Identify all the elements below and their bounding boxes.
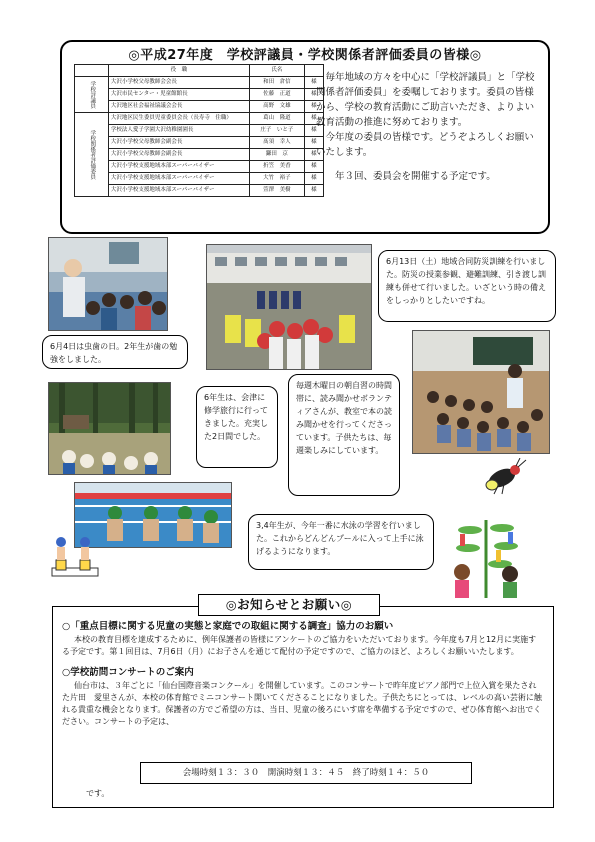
committee-name: 葛山 隆道 [249, 113, 304, 125]
committee-honorific: 様 [304, 113, 323, 125]
committee-role: 大沢市民センター・児童館館長 [108, 89, 249, 101]
committee-name: 佐藤 正道 [249, 89, 304, 101]
committee-intro [316, 70, 538, 184]
committee-role: 大沢小学校父母教師会副会長 [108, 137, 249, 149]
firefly-illustration [480, 458, 528, 500]
committee-row [75, 137, 324, 149]
committee-title: ◎平成27年度 学校評議員・学校関係者評価委員の皆様◎ [128, 48, 482, 63]
committee-role: 大沢小学校支援地域本部スーパーバイザー [108, 173, 249, 185]
committee-honorific: 様 [304, 149, 323, 161]
group-label-evaluators: 学校関係者評価委員 [75, 113, 109, 197]
caption-school-trip: 6年生は、会津に修学旅行に行ってきました。充実した2日間でした。 [196, 386, 278, 468]
committee-role: 大沢小学校支援地域本部スーパーバイザー [108, 161, 249, 173]
committee-role: 大沢地区民生委員児童委員会長（長寿寺 住職） [108, 113, 249, 125]
notice-item2-body: 仙台市は、３年ごとに「仙台国際音楽コンクール」を開催しています。このコンサートで昨年度ピアノ部門で上位入賞を果たされた片田 愛里さんが、本校の体育館でミニコンサート開いてくださることになりました。子供たちにとっては、レベルの高い芸術に触れる貴重な機会となります。保護者の方でご希望の方は、当日、児童の後ろにいす席を準備する予定ですので、ぜひ体育館へお出でください。コンサートの予定は、 [62, 681, 542, 726]
committee-role: 大沢地区社会福祉協議会会長 [108, 101, 249, 113]
committee-honorific: 様 [304, 185, 323, 197]
committee-name: 大竹 裕子 [249, 173, 304, 185]
committee-name: 庄子 いと子 [249, 125, 304, 137]
table-header-name: 氏名 [249, 65, 304, 77]
intro-paragraph-2: 今年度の委員の皆様です。どうぞよろしくお願いいたします。 [316, 132, 534, 158]
photo-disaster-drill [206, 244, 372, 370]
group-label-councilors: 学校評議員 [75, 77, 109, 113]
committee-honorific: 様 [304, 137, 323, 149]
committee-honorific: 様 [304, 89, 323, 101]
notice-content [62, 618, 544, 728]
caption-teeth-lesson: 6月4日は虫歯の日。2年生が歯の勉強をしました。 [42, 335, 188, 369]
committee-name: 和田 倉信 [249, 77, 304, 89]
notice-item1-body: 本校の教育目標を達成するために、例年保護者の皆様にアンケートのご協力をいただいております。今年度も7月と12月に実施する予定です。第１回目は、7月6日（月）にお子さんを通じて配付の予定ですので、ご協力のほど、よろしくお願いいたします。 [62, 635, 537, 656]
committee-honorific: 様 [304, 125, 323, 137]
concert-schedule: 会場時刻１３：３０ 開演時刻１３：４５ 終了時刻１４：５０ [182, 768, 430, 778]
committee-name: 鎌田 京 [249, 149, 304, 161]
notice-title-badge [198, 594, 380, 616]
committee-table [74, 64, 324, 197]
intro-paragraph-3: 年３回、委員会を開催する予定です。 [335, 171, 496, 182]
committee-name: 萱澤 美樹 [249, 185, 304, 197]
committee-name: 折笠 美香 [249, 161, 304, 173]
committee-row [75, 89, 324, 101]
committee-role: 学校法人愛子学園大沢幼稚園園長 [108, 125, 249, 137]
photo-reading-session [412, 330, 550, 454]
committee-row [75, 101, 324, 113]
photo-teeth-lesson [48, 237, 168, 331]
committee-role: 大沢小学校父母教師会会長 [108, 77, 249, 89]
committee-panel [60, 40, 550, 234]
concert-schedule-box [140, 762, 472, 784]
committee-role: 大沢小学校支援地域本部スーパーバイザー [108, 185, 249, 197]
tanabata-illustration [440, 518, 530, 602]
committee-honorific: 様 [304, 173, 323, 185]
committee-role: 大沢小学校父母教師会副会長 [108, 149, 249, 161]
committee-honorific: 様 [304, 101, 323, 113]
committee-name: 髙須 幸人 [249, 137, 304, 149]
swimmers-illustration [50, 532, 100, 580]
caption-reading-session: 毎週木曜日の朝自習の時間帯に、読み聞かせボランティアさんが、教室で本の読み聞かせを行ってくださっています。子供たちは、毎週楽しみにしています。 [288, 374, 400, 496]
committee-name: 高野 文雄 [249, 101, 304, 113]
committee-row [75, 185, 324, 197]
caption-swimming: 3,4年生が、今年一番に水泳の学習を行いました。これからどんどんプールに入って上手に泳げるようになります。 [248, 514, 434, 570]
notice-title: ◎お知らせとお願い◎ [225, 597, 353, 612]
committee-row [75, 125, 324, 137]
committee-row [75, 77, 324, 89]
committee-honorific: 様 [304, 161, 323, 173]
committee-row [75, 173, 324, 185]
notice-item1-heading: ○「重点目標に関する児童の実態と家庭での取組に関する調査」協力のお願い [62, 621, 394, 632]
table-header-role: 役 職 [108, 65, 249, 77]
committee-honorific: 様 [304, 77, 323, 89]
photo-school-trip [48, 382, 171, 475]
intro-paragraph-1: 毎年地域の方々を中心に「学校評議員」と「学校関係者評価委員」を委嘱しております。委員の皆様から、学校の教育活動にご助言いただき、よりよい教育活動の推進に努めております。 [316, 72, 535, 128]
committee-row [75, 149, 324, 161]
committee-row [75, 161, 324, 173]
caption-disaster-drill: 6月13日（土）地域合同防災訓練を行いました。防災の授業参観、避難訓練、引き渡し訓練も併せて行いました。いざという時の備えをしっかりとしたいですね。 [378, 250, 556, 322]
notice-item2-heading: ○学校訪問コンサートのご案内 [62, 667, 194, 678]
committee-row [75, 113, 324, 125]
notice-closing: です。 [86, 789, 110, 798]
